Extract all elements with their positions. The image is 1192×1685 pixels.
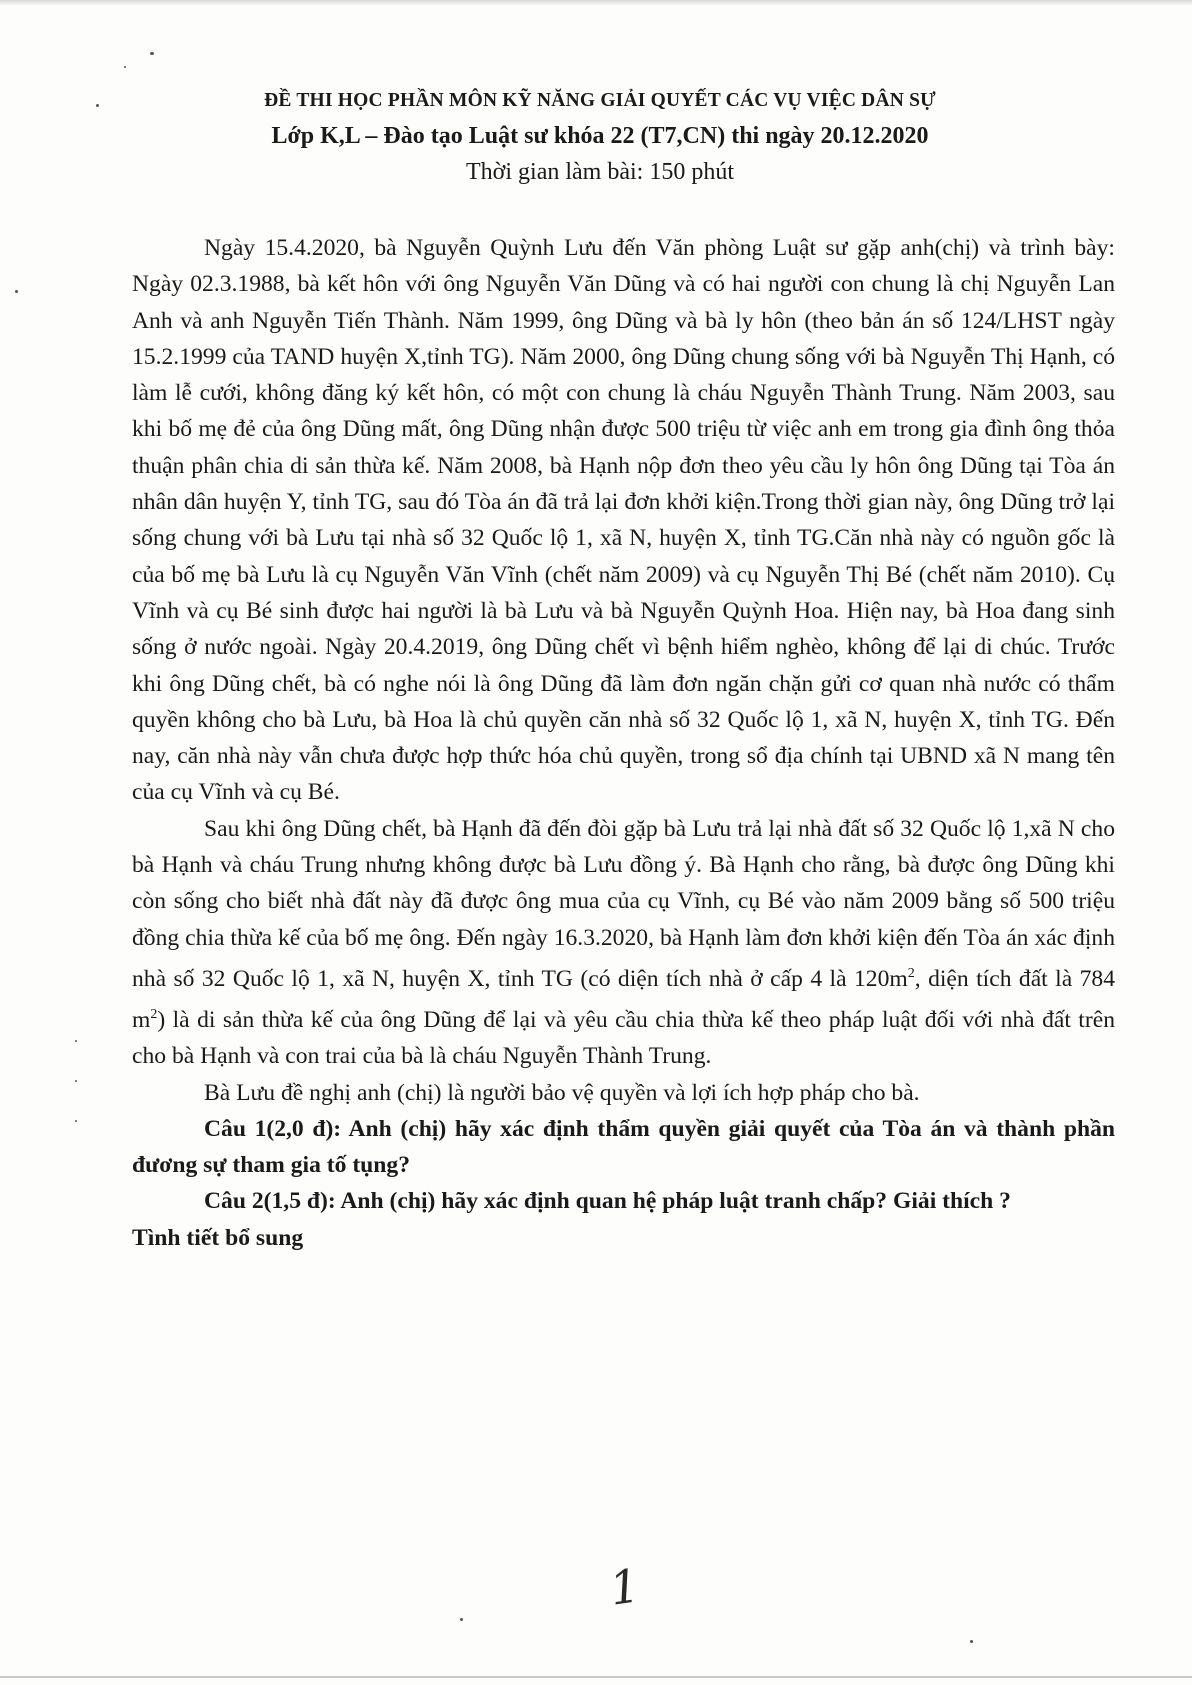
page-number: 1: [606, 1558, 643, 1616]
exam-title: ĐỀ THI HỌC PHẦN MÔN KỸ NĂNG GIẢI QUYẾT CÁC VỤ VIỆC DÂN SỰ: [264, 90, 936, 111]
exam-body: [132, 230, 1115, 1256]
question-1: Câu 1(2,0 đ): Anh (chị) hãy xác định thẩm quyền giải quyết của Tòa án và thành phần đương sự tham gia tố tụng?: [132, 1115, 1115, 1179]
claim-text-1: Sau khi ông Dũng chết, bà Hạnh đã đến đòi gặp bà Lưu trả lại nhà đất số 32 Quốc lộ 1,xã N cho bà Hạnh và cháu Trung nhưng không được bà Lưu đồng ý. Bà Hạnh cho rằng, bà được ông Dũng khi còn sống cho biết nhà đất này đã được ông mua của cụ Vĩnh, cụ Bé vào năm 2009 bằng số 500 triệu đồng chia thừa kế của bố mẹ ông. Đến ngày 16.3.2020, bà Hạnh làm đơn khởi kiện đến Tòa án xác định nhà số 32 Quốc lộ 1, xã N, huyện X, tỉnh TG (có diện tích nhà ở cấp 4 là 120m: [132, 815, 1115, 992]
scan-speck: [970, 1640, 973, 1643]
class-line: Lớp K,L – Đào tạo Luật sư khóa 22 (T7,CN) thi ngày 20.12.2020: [271, 123, 929, 149]
superscript: 2: [150, 1007, 158, 1023]
scan-speck: [150, 52, 154, 55]
scan-speck: [75, 1080, 77, 1082]
supplement-heading: Tình tiết bổ sung: [132, 1224, 304, 1251]
claim-text-3: ) là di sản thừa kế của ông Dũng để lại và yêu cầu chia thừa kế theo pháp luật đối với nhà đất trên cho bà Hạnh và con trai của bà là cháu Nguyễn Thành Trung.: [132, 1006, 1115, 1070]
claim-text-2: , diện tích đất là 784 m: [132, 965, 1116, 1033]
scan-speck: [75, 1040, 77, 1042]
scan-edge-bottom: [0, 1676, 1192, 1678]
scan-speck: [124, 66, 126, 68]
scan-speck: [96, 104, 99, 107]
superscript: 2: [907, 965, 915, 981]
paragraph-claim: [132, 811, 1115, 1075]
time-line: Thời gian làm bài: 150 phút: [466, 159, 734, 185]
paragraph-request: Bà Lưu đề nghị anh (chị) là người bảo vệ quyền và lợi ích hợp pháp cho bà.: [204, 1079, 920, 1106]
scan-speck: [460, 1618, 463, 1621]
scan-speck: [15, 290, 18, 293]
question-2: Câu 2(1,5 đ): Anh (chị) hãy xác định quan hệ pháp luật tranh chấp? Giải thích ?: [204, 1188, 1011, 1215]
scan-speck: [75, 1120, 77, 1122]
scan-edge-top: [0, 0, 1192, 6]
paragraph-case-facts: Ngày 15.4.2020, bà Nguyễn Quỳnh Lưu đến Văn phòng Luật sư gặp anh(chị) và trình bày: Ngày 02.3.1988, bà kết hôn với ông Nguyễn Văn Dũng và có hai người con chung là chị Nguyễn Lan Anh và anh Nguyễn Tiến Thành. Năm 1999, ông Dũng và bà ly hôn (theo bản án số 124/LHST ngày 15.2.1999 của TAND huyện X,tỉnh TG). Năm 2000, ông Dũng chung sống với bà Nguyễn Thị Hạnh, có làm lễ cưới, không đăng ký kết hôn, có một con chung là cháu Nguyễn Thành Trung. Năm 2003, sau khi bố mẹ đẻ của ông Dũng mất, ông Dũng nhận được 500 triệu từ việc anh em trong gia đình ông thỏa thuận phân chia di sản thừa kế. Năm 2008, bà Hạnh nộp đơn theo yêu cầu ly hôn ông Dũng tại Tòa án nhân dân huyện Y, tỉnh TG, sau đó Tòa án đã trả lại đơn khởi kiện.Trong thời gian này, ông Dũng trở lại sống chung với bà Lưu tại nhà số 32 Quốc lộ 1, xã N, huyện X, tỉnh TG.Căn nhà này có nguồn gốc là của bố mẹ bà Lưu là cụ Nguyễn Văn Vĩnh (chết năm 2009) và cụ Nguyễn Thị Bé (chết năm 2010). Cụ Vĩnh và cụ Bé sinh được hai người là bà Lưu và bà Nguyễn Quỳnh Hoa. Hiện nay, bà Hoa đang sinh sống ở nước ngoài. Ngày 20.4.2019, ông Dũng chết vì bệnh hiểm nghèo, không để lại di chúc. Trước khi ông Dũng chết, bà có nghe nói là ông Dũng đã làm đơn ngăn chặn gửi cơ quan nhà nước có thẩm quyền không cho bà Lưu, bà Hoa là chủ quyền căn nhà số 32 Quốc lộ 1, xã N, huyện X, tỉnh TG. Đến nay, căn nhà này vẫn chưa được hợp thức hóa chủ quyền, trong sổ địa chính tại UBND xã N mang tên của cụ Vĩnh và cụ Bé.: [132, 235, 1115, 806]
